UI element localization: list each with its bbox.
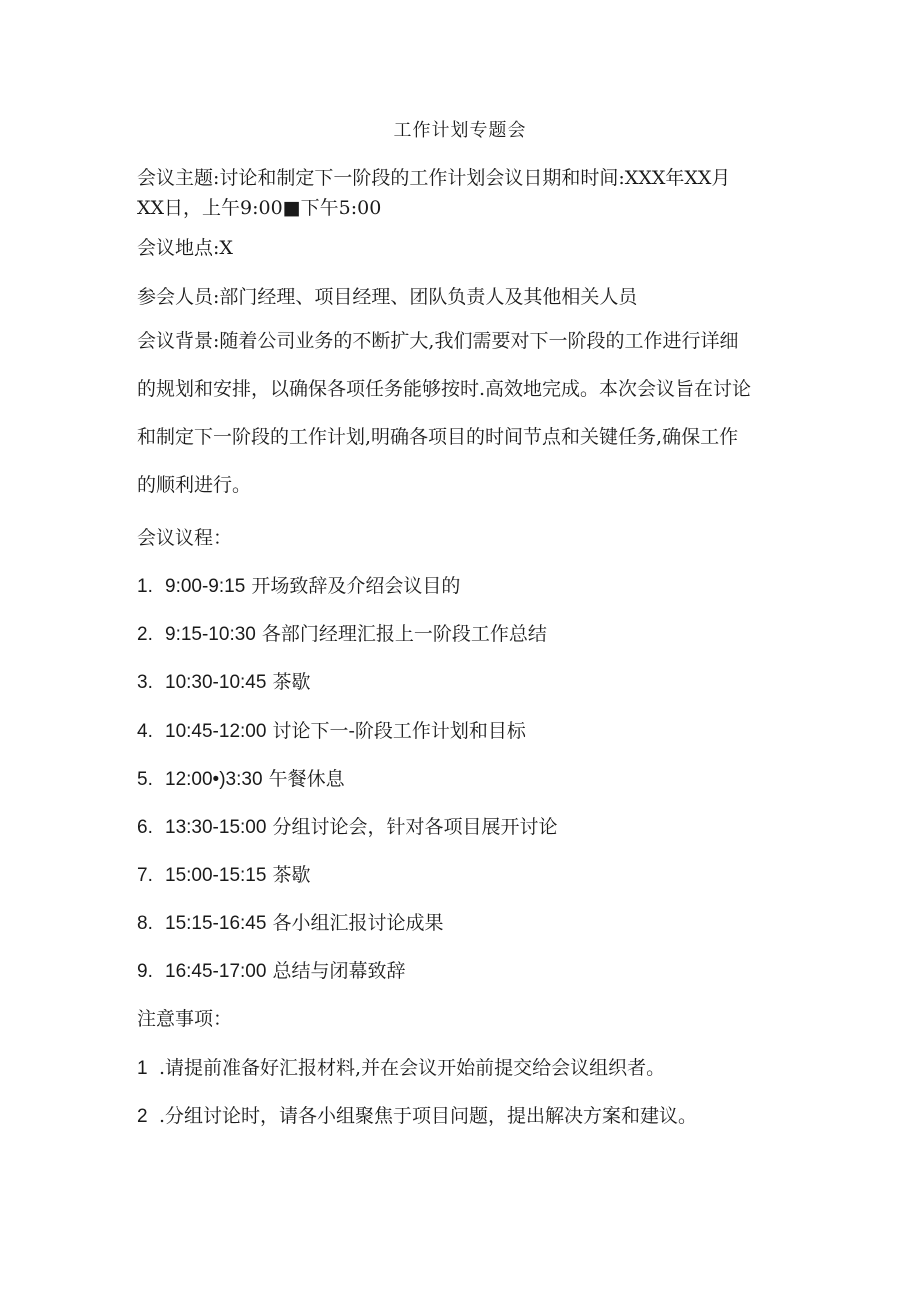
agenda-item-time: 12:00•)3:30 xyxy=(165,769,263,790)
note-item-text: .分组讨论时，请各小组聚焦于项目问题，提出解决方案和建议。 xyxy=(159,1105,698,1127)
agenda-heading: 会议议程： xyxy=(137,527,233,549)
meeting-topic-line-2: XX日，上午9:00■下午5:00 xyxy=(137,197,382,219)
agenda-item-number: 8. xyxy=(137,913,153,934)
note-item-text: .请提前准备好汇报材料,并在会议开始前提交给会议组织者。 xyxy=(159,1057,666,1079)
agenda-item-text: 总结与闭幕致辞 xyxy=(272,960,406,982)
meeting-attendees: 参会人员:部门经理、项目经理、团队负责人及其他相关人员 xyxy=(137,286,638,308)
agenda-item-8 xyxy=(137,908,787,939)
agenda-item-time: 9:15-10:30 xyxy=(165,624,256,645)
agenda-item-time: 15:15-16:45 xyxy=(165,913,267,934)
note-item-1 xyxy=(137,1053,787,1084)
agenda-item-5 xyxy=(137,764,787,795)
meeting-topic xyxy=(137,163,787,223)
agenda-item-time: 10:30-10:45 xyxy=(165,672,267,693)
background-line-4: 的顺利进行。 xyxy=(137,474,252,496)
agenda-item-number: 6. xyxy=(137,817,153,838)
agenda-item-text: 各小组汇报讨论成果 xyxy=(272,912,444,934)
agenda-item-9 xyxy=(137,956,787,987)
background-line-2: 的规划和安排，以确保各项任务能够按时.高效地完成。本次会议旨在讨论 xyxy=(137,378,752,400)
notes-heading: 注意事项： xyxy=(137,1008,233,1030)
agenda-item-text: 讨论下一-阶段工作计划和目标 xyxy=(272,720,526,742)
agenda-item-time: 16:45-17:00 xyxy=(165,961,267,982)
document-title: 工作计划专题会 xyxy=(393,120,527,141)
agenda-item-text: 开场致辞及介绍会议目的 xyxy=(251,575,461,597)
agenda-item-text: 午餐休息 xyxy=(268,768,345,790)
agenda-item-7 xyxy=(137,860,787,891)
agenda-item-text: 茶歇 xyxy=(272,864,311,886)
meeting-location: 会议地点:X xyxy=(137,237,233,259)
background-line-1: 会议背景:随着公司业务的不断扩大,我们需要对下一阶段的工作进行详细 xyxy=(137,330,739,352)
agenda-item-text: 茶歇 xyxy=(272,671,311,693)
meeting-background xyxy=(137,317,787,509)
note-item-number: 2 xyxy=(137,1106,148,1127)
agenda-item-text: 分组讨论会，针对各项目展开讨论 xyxy=(272,816,558,838)
background-line-3: 和制定下一阶段的工作计划,明确各项目的时间节点和关键任务,确保工作 xyxy=(137,426,739,448)
agenda-item-number: 5. xyxy=(137,769,153,790)
agenda-item-time: 15:00-15:15 xyxy=(165,865,267,886)
agenda-item-number: 9. xyxy=(137,961,153,982)
agenda-item-number: 3. xyxy=(137,672,153,693)
agenda-item-6 xyxy=(137,812,787,843)
note-item-2 xyxy=(137,1101,787,1132)
agenda-item-number: 1. xyxy=(137,576,153,597)
agenda-item-3 xyxy=(137,667,787,698)
agenda-item-number: 7. xyxy=(137,865,153,886)
agenda-item-2 xyxy=(137,619,787,650)
agenda-item-number: 2. xyxy=(137,624,153,645)
agenda-item-time: 9:00-9:15 xyxy=(165,576,246,597)
agenda-item-number: 4. xyxy=(137,721,153,742)
agenda-item-text: 各部门经理汇报上一阶段工作总结 xyxy=(261,623,547,645)
note-item-number: 1 xyxy=(137,1058,148,1079)
agenda-item-time: 10:45-12:00 xyxy=(165,721,267,742)
agenda-item-4 xyxy=(137,716,787,747)
meeting-topic-line-1: 会议主题:讨论和制定下一阶段的工作计划会议日期和时间:XXX年XX月 xyxy=(137,167,731,189)
agenda-item-1 xyxy=(137,571,787,602)
agenda-item-time: 13:30-15:00 xyxy=(165,817,267,838)
